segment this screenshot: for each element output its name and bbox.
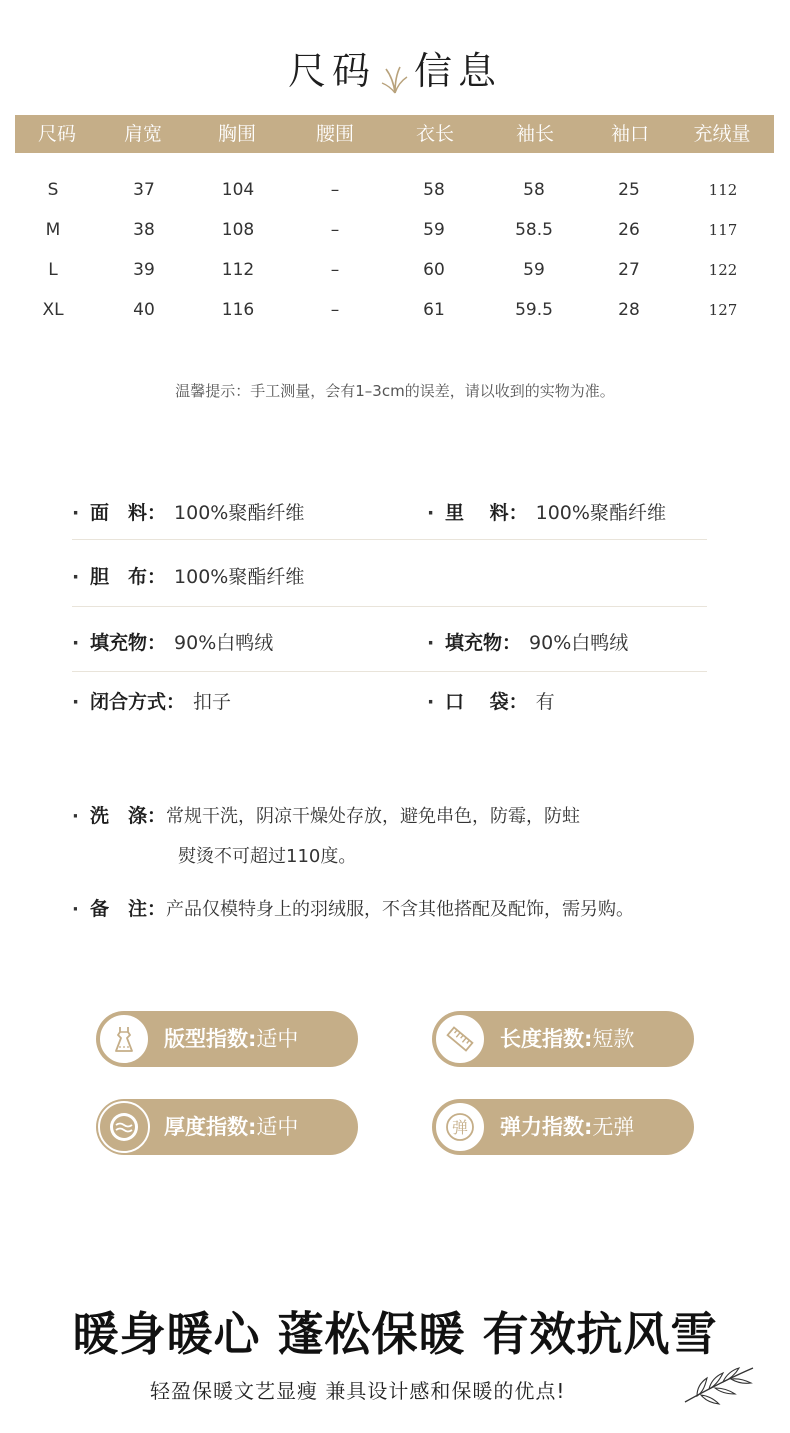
table-cell: 58	[423, 180, 445, 200]
table-cell: 40	[133, 300, 155, 320]
spec-value: 100%聚酯纤维	[174, 566, 305, 588]
spec-row	[72, 562, 707, 607]
col-length: 衣长	[415, 123, 455, 145]
index-value: 适中	[256, 1027, 299, 1051]
table-cell: 26	[618, 220, 640, 240]
col-cuff: 袖口	[610, 123, 650, 145]
dress-icon	[98, 1013, 150, 1065]
spec-value: 扣子	[193, 691, 232, 713]
spec-label: 里 料：	[445, 502, 528, 524]
col-size: 尺码	[37, 123, 77, 145]
bullet: ·	[72, 899, 79, 920]
spec-value: 100%聚酯纤维	[174, 502, 305, 524]
spec-row	[72, 498, 707, 540]
table-cell: 25	[618, 180, 640, 200]
table-cell: 112	[221, 260, 255, 280]
spec-fabric	[72, 498, 304, 525]
spec-value: 90%白鸭绒	[529, 632, 629, 654]
table-row	[0, 295, 790, 325]
spec-label: 面 料：	[90, 502, 167, 524]
table-cell: 27	[618, 260, 640, 280]
table-cell: S	[47, 180, 59, 200]
spec-value: 100%聚酯纤维	[535, 502, 666, 524]
bullet: ·	[72, 502, 80, 524]
index-value: 短款	[592, 1027, 635, 1051]
bullet: ·	[427, 691, 435, 713]
index-label: 厚度指数:	[164, 1115, 257, 1139]
care-value-line2: 熨烫不可超过110度。	[178, 846, 357, 867]
table-cell: 39	[133, 260, 155, 280]
spec-label: 填充物：	[445, 632, 522, 654]
index-label: 版型指数:	[164, 1027, 257, 1051]
table-cell: 60	[423, 260, 445, 280]
spec-label: 闭合方式：	[90, 691, 186, 713]
bullet: ·	[72, 806, 79, 827]
elastic-seal-icon	[434, 1101, 486, 1153]
index-length	[432, 1011, 694, 1067]
table-cell: –	[330, 260, 340, 280]
spec-closure	[72, 687, 231, 714]
spec-label: 填充物：	[90, 632, 167, 654]
table-row	[0, 215, 790, 245]
size-table-header	[15, 115, 774, 153]
spec-lining	[427, 498, 666, 525]
bullet: ·	[72, 691, 80, 713]
bullet: ·	[72, 566, 80, 588]
care-value: 常规干洗，阴凉干燥处存放，避免串色，防霉，防蛀	[166, 806, 581, 827]
title-right: 信息	[414, 49, 503, 93]
spec-row	[72, 628, 707, 672]
care-label: 洗 涤：	[90, 805, 167, 827]
bullet: ·	[427, 502, 435, 524]
table-cell: 108	[221, 220, 255, 240]
care-note	[72, 894, 752, 921]
care-value: 产品仅模特身上的羽绒服，不含其他搭配及配饰，需另购。	[166, 899, 635, 920]
col-sleeve: 袖长	[515, 123, 555, 145]
spec-label: 口 袋：	[445, 691, 528, 713]
table-cell: 58	[523, 180, 545, 200]
table-cell: 122	[708, 261, 738, 279]
col-shoulder: 肩宽	[123, 123, 163, 145]
subtitle: 轻盈保暖文艺显瘦 兼具设计感和保暖的优点!	[150, 1379, 566, 1403]
table-row	[0, 175, 790, 205]
table-cell: –	[330, 180, 340, 200]
col-waist: 腰围	[315, 123, 355, 145]
index-value: 无弹	[592, 1115, 635, 1139]
waves-icon	[98, 1101, 150, 1153]
table-cell: 59	[423, 220, 445, 240]
care-label: 备 注：	[90, 898, 167, 920]
table-cell: 59.5	[515, 300, 553, 320]
table-cell: M	[45, 220, 61, 240]
index-thickness	[96, 1099, 358, 1155]
table-row	[0, 255, 790, 285]
index-elasticity	[432, 1099, 694, 1155]
table-cell: 28	[618, 300, 640, 320]
measurement-tip: 温馨提示：手工测量，会有1–3cm的误差，请以收到的实物为准。	[175, 382, 615, 400]
leaf-icon	[683, 1362, 755, 1406]
table-cell: 61	[423, 300, 445, 320]
grass-icon	[380, 60, 410, 90]
spec-filling-right	[427, 628, 628, 655]
table-cell: 117	[708, 221, 738, 239]
table-cell: 38	[133, 220, 155, 240]
title-left: 尺码	[287, 49, 376, 93]
seal-char: 弹	[451, 1118, 469, 1137]
ruler-icon	[434, 1013, 486, 1065]
table-cell: XL	[42, 300, 64, 320]
table-cell: –	[330, 300, 340, 320]
spec-filling-left	[72, 628, 273, 655]
table-cell: 127	[708, 301, 738, 319]
index-value: 适中	[256, 1115, 299, 1139]
table-cell: 58.5	[515, 220, 553, 240]
page-title	[0, 40, 790, 95]
table-cell: 59	[523, 260, 545, 280]
index-fit	[96, 1011, 358, 1067]
spec-row	[72, 687, 707, 717]
spec-value: 90%白鸭绒	[174, 632, 274, 654]
table-cell: 104	[221, 180, 255, 200]
index-label: 弹力指数:	[500, 1115, 593, 1139]
table-cell: –	[330, 220, 340, 240]
spec-value: 有	[535, 691, 555, 713]
bullet: ·	[72, 632, 80, 654]
spec-pocket	[427, 687, 555, 714]
bullet: ·	[427, 632, 435, 654]
table-cell: 37	[133, 180, 155, 200]
spec-inner	[72, 562, 304, 589]
table-cell: 116	[221, 300, 255, 320]
table-cell: 112	[708, 181, 738, 199]
spec-label: 胆 布：	[90, 566, 167, 588]
slogan: 暖身暖心 蓬松保暖 有效抗风雪	[72, 1307, 718, 1361]
col-fill: 充绒量	[693, 123, 751, 145]
index-label: 长度指数:	[500, 1027, 593, 1051]
col-chest: 胸围	[217, 123, 257, 145]
care-wash	[72, 801, 752, 868]
table-cell: L	[48, 260, 58, 280]
